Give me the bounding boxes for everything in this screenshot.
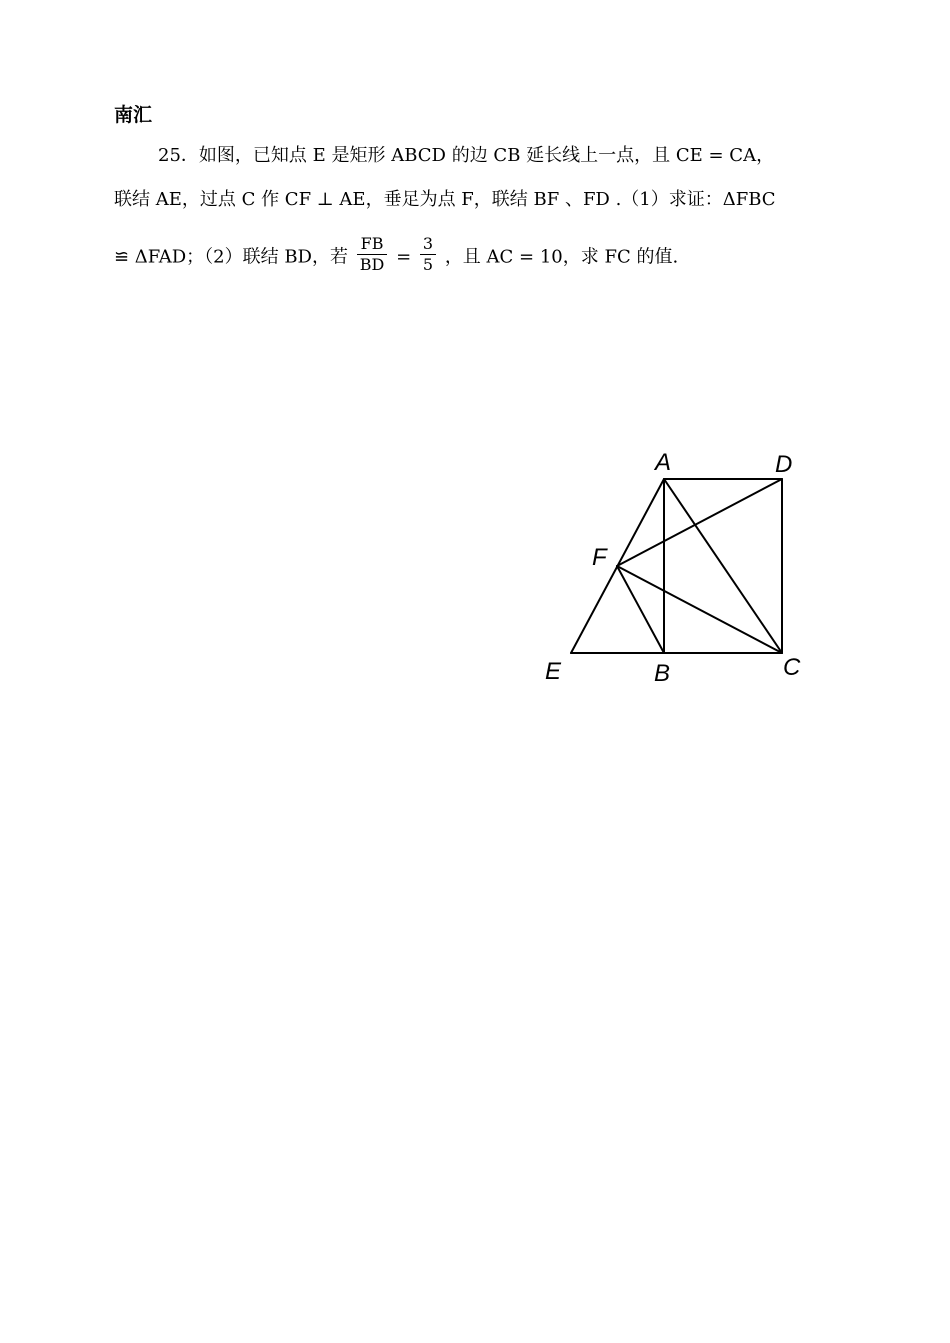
ratio-numerator: 3 — [420, 234, 436, 255]
segment-ac — [664, 479, 782, 653]
label-a: A — [655, 449, 672, 476]
region-title: 南汇 — [114, 104, 153, 126]
problem-line-3-end: ，且 AC = 10，求 FC 的值. — [444, 246, 679, 268]
label-f: F — [592, 544, 607, 571]
label-e: E — [545, 658, 562, 685]
ratio-denominator: 5 — [422, 255, 434, 274]
label-d: D — [775, 451, 793, 478]
label-b: B — [654, 660, 671, 687]
equals-sign: = — [396, 246, 412, 268]
problem-line-1: 25．如图，已知点 E 是矩形 ABCD 的边 CB 延长线上一点，且 CE = CA， — [158, 145, 775, 166]
problem-line-3-start: ≌ ΔFAD；（2）联结 BD，若 — [114, 246, 348, 268]
segment-fc — [617, 566, 782, 653]
fraction-denominator: BD — [359, 255, 385, 274]
fraction-numerator: FB — [357, 234, 388, 255]
label-c: C — [783, 654, 801, 681]
problem-line-2: 联结 AE，过点 C 作 CF ⊥ AE，垂足为点 F，联结 BF 、FD .（1）求证：ΔFBC — [114, 189, 776, 210]
